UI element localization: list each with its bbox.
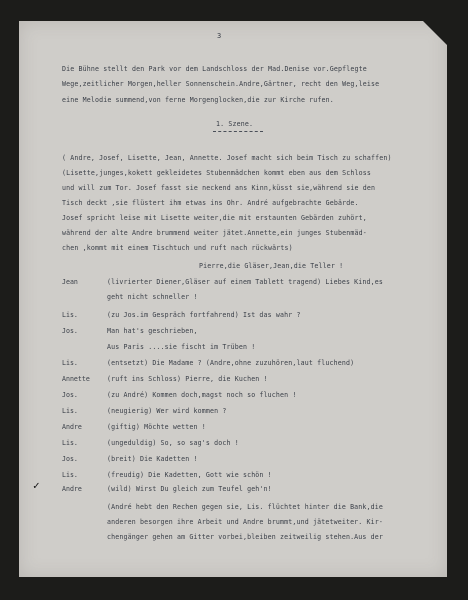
speaker-name: Jos. <box>62 455 78 463</box>
speaker-name: Jean <box>62 278 78 286</box>
speaker-name: Lis. <box>62 407 78 415</box>
closing-direction-line: anderen besorgen ihre Arbeit und Andre brummt,und jätetweiter. Kir- <box>107 518 384 526</box>
intro-line: Wege,zeitlicher Morgen,heller Sonnenschein.Andre,Gärtner, recht den Weg,leise <box>62 80 380 88</box>
dialogue-line: (freudig) Die Kadetten, Gott wie schön ! <box>107 471 272 479</box>
dialogue-line: (ungeduldig) So, so sag's doch ! <box>107 439 239 447</box>
speaker-name: Andre <box>62 423 82 431</box>
speaker-name: Lis. <box>62 359 78 367</box>
intro-line: eine Melodie summend,von ferne Morgenglocken,die zur Kirche rufen. <box>62 96 334 104</box>
dialogue-line: Man hat's geschrieben, <box>107 327 198 335</box>
scene-title-underline <box>213 131 263 132</box>
closing-direction-line: (André hebt den Rechen gegen sie, Lis. flüchtet hinter die Bank,die <box>107 503 384 511</box>
stage-direction-line: (Lisette,junges,kokett gekleidetes Stubenmädchen kommt eben aus dem Schloss <box>62 169 371 177</box>
speaker-name: Lis. <box>62 311 78 319</box>
dialogue-line: geht nicht schneller ! <box>107 293 198 301</box>
page-number: 3 <box>217 32 222 40</box>
dialogue-line: (giftig) Möchte wetten ! <box>107 423 206 431</box>
dialogue-line: (zu André) Kommen doch,magst noch so fluchen ! <box>107 391 297 399</box>
speaker-name: Andre <box>62 485 82 493</box>
folded-corner <box>423 21 447 45</box>
stage-direction-line: und will zum Tor. Josef fasst sie neckend ans Kinn,küsst sie,während sie den <box>62 184 376 192</box>
dialogue-line: Aus Paris ....sie fischt im Trüben ! <box>107 343 256 351</box>
stage-direction-line: ( Andre, Josef, Lisette, Jean, Annette. Josef macht sich beim Tisch zu schaffen) <box>62 154 392 162</box>
stage-direction-line: Tisch deckt ,sie flüstert ihm etwas ins Ohr. André aufgebrachte Gebärde. <box>62 199 359 207</box>
dialogue-line: (ruft ins Schloss) Pierre, die Kuchen ! <box>107 375 268 383</box>
intro-line: Die Bühne stellt den Park vor dem Landschloss der Mad.Denise vor.Gepflegte <box>62 65 367 73</box>
dialogue-line: (entsetzt) Die Madame ? (Andre,ohne zuzuhören,laut fluchend) <box>107 359 355 367</box>
handwritten-margin-mark: ✓ <box>33 479 40 492</box>
speaker-name: Jos. <box>62 391 78 399</box>
scene-title: 1. Szene. <box>216 120 254 128</box>
speaker-name: Jos. <box>62 327 78 335</box>
dialogue-line: (breit) Die Kadetten ! <box>107 455 198 463</box>
closing-direction-line: chengänger gehen am Gitter vorbei,bleiben zeitweilig stehen.Aus der <box>107 533 384 541</box>
stage-direction-line: Josef spricht leise mit Lisette weiter,die mit erstaunten Gebärden zuhört, <box>62 214 367 222</box>
speaker-name: Lis. <box>62 471 78 479</box>
speaker-name: Lis. <box>62 439 78 447</box>
dialogue-line: (zu Jos.im Gespräch fortfahrend) Ist das wahr ? <box>107 311 301 319</box>
dialogue-line: (wild) Wirst Du gleich zum Teufel geh'n! <box>107 485 272 493</box>
stage-direction-line: Pierre,die Gläser,Jean,die Teller ! <box>199 262 344 270</box>
stage-direction-line: chen ,kommt mit einem Tischtuch und ruft nach rückwärts) <box>62 244 293 252</box>
speaker-name: Annette <box>62 375 90 383</box>
dialogue-line: (neugierig) Wer wird kommen ? <box>107 407 227 415</box>
dialogue-line: (livrierter Diener,Gläser auf einem Tablett tragend) Liebes Kind,es <box>107 278 384 286</box>
stage-direction-line: während der alte Andre brummend weiter jätet.Annette,ein junges Stubenmäd- <box>62 229 367 237</box>
typewritten-page <box>19 21 447 577</box>
